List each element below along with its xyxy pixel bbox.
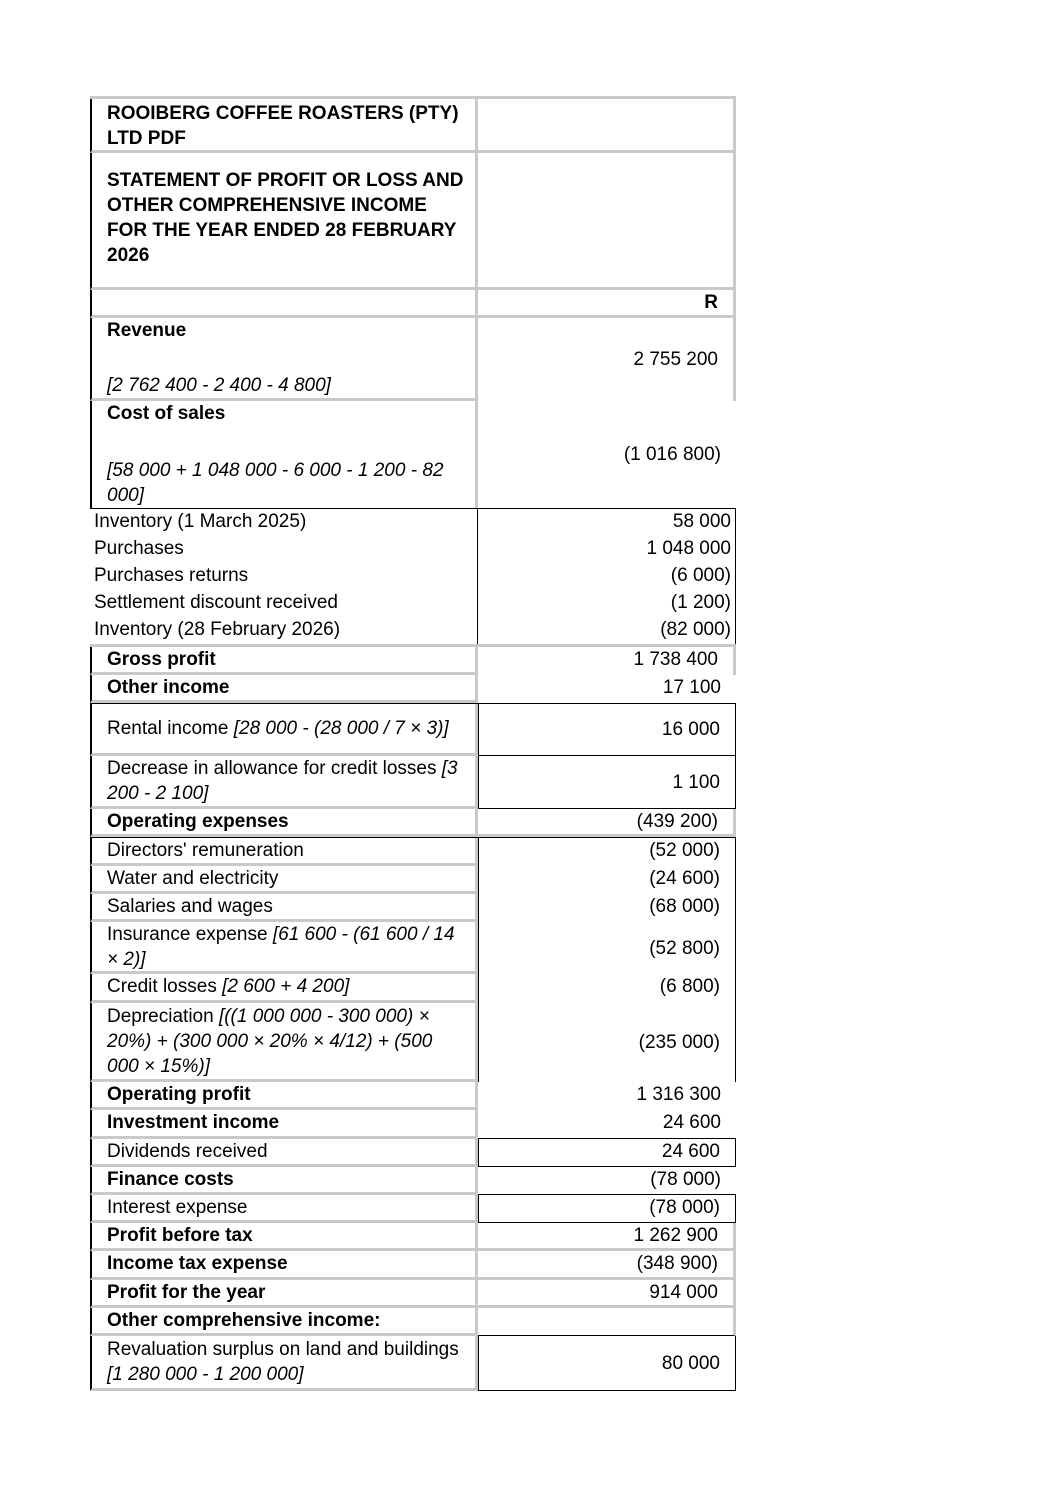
cos-item: Inventory (1 March 2025) 58 000 (90, 509, 736, 536)
depreciation-amount: (235 000) (638, 1032, 720, 1053)
allowance-amount: 1 100 (672, 771, 720, 793)
dividends-label: Dividends received (107, 1141, 268, 1162)
revenue-row (90, 318, 736, 401)
operating-expenses-breakdown (90, 837, 736, 1082)
other-income-row (90, 675, 736, 703)
income-tax-amount: (348 900) (636, 1253, 718, 1274)
insurance-calc: [61 600 - (61 600 / 14 × 2)] (107, 923, 455, 970)
investment-income-label: Investment income (107, 1112, 280, 1133)
income-statement-table (90, 96, 736, 1391)
cos-item: Inventory (28 February 2026) (82 000) (90, 617, 736, 644)
salaries-label: Salaries and wages (107, 896, 273, 917)
rental-income-label: Rental income (107, 718, 234, 739)
statement-title: STATEMENT OF PROFIT OR LOSS AND OTHER COMPREHENSIVE INCOME FOR THE YEAR ENDED 28 FEBRUARY 2026 (107, 170, 464, 266)
gross-profit-row (90, 647, 736, 675)
revaluation-calc: [1 280 000 - 1 200 000] (107, 1364, 304, 1385)
cos-item: Purchases 1 048 000 (90, 536, 736, 563)
income-tax-label: Income tax expense (107, 1253, 288, 1274)
operating-expenses-amount: (439 200) (636, 811, 718, 832)
dividends-row (90, 1139, 736, 1167)
operating-profit-row (90, 1082, 736, 1110)
credit-losses-label: Credit losses (107, 976, 223, 997)
oci-heading-row (90, 1308, 736, 1336)
directors-amount: (52 000) (649, 840, 720, 861)
oci-heading-label: Other comprehensive income: (107, 1310, 381, 1331)
finance-costs-row (90, 1167, 736, 1195)
gross-profit-label: Gross profit (107, 649, 216, 670)
revenue-label: Revenue (107, 320, 187, 341)
cos-item: Purchases returns (6 000) (90, 563, 736, 590)
directors-label: Directors' remuneration (107, 840, 304, 861)
other-income-amount: 17 100 (662, 677, 721, 698)
rental-income-row (90, 704, 736, 756)
revaluation-label: Revaluation surplus on land and buildings (107, 1339, 459, 1360)
allowance-row (90, 756, 736, 809)
profit-for-year-amount: 914 000 (649, 1282, 718, 1303)
investment-income-amount: 24 600 (662, 1112, 721, 1133)
operating-expenses-row (90, 809, 736, 837)
rental-income-amount: 16 000 (661, 719, 720, 740)
finance-costs-label: Finance costs (107, 1169, 234, 1190)
profit-for-year-label: Profit for the year (107, 1282, 266, 1303)
depreciation-row (90, 1003, 736, 1082)
profit-for-year-row (90, 1280, 736, 1308)
profit-before-tax-label: Profit before tax (107, 1225, 253, 1246)
insurance-label: Insurance expense (107, 923, 273, 945)
rental-income-calc: [28 000 - (28 000 / 7 × 3)] (233, 718, 449, 739)
title-row (90, 153, 736, 290)
profit-before-tax-amount: 1 262 900 (633, 1225, 718, 1246)
operating-expenses-label: Operating expenses (107, 811, 289, 832)
salaries-row (90, 894, 736, 922)
directors-row (90, 838, 736, 866)
revaluation-amount: 80 000 (661, 1352, 720, 1374)
cost-of-sales-amount: (1 016 800) (623, 444, 721, 465)
currency-header: R (704, 292, 718, 313)
revenue-amount: 2 755 200 (633, 349, 718, 370)
investment-income-row (90, 1110, 736, 1139)
other-income-label: Other income (107, 677, 230, 698)
operating-profit-label: Operating profit (107, 1084, 251, 1105)
credit-losses-row (90, 974, 736, 1003)
gross-profit-amount: 1 738 400 (633, 649, 718, 670)
cost-of-sales-calc: [58 000 + 1 048 000 - 6 000 - 1 200 - 82 000] (107, 460, 444, 506)
cost-of-sales-label: Cost of sales (107, 403, 226, 424)
other-income-breakdown (90, 703, 736, 809)
insurance-amount: (52 800) (649, 937, 720, 959)
income-tax-row (90, 1251, 736, 1280)
allowance-label: Decrease in allowance for credit losses (107, 758, 442, 779)
cost-of-sales-row (90, 401, 736, 508)
cos-item: Settlement discount received (1 200) (90, 590, 736, 617)
revenue-calc: [2 762 400 - 2 400 - 4 800] (107, 375, 331, 396)
cos-breakdown (90, 508, 736, 647)
revaluation-row (90, 1336, 736, 1391)
interest-amount: (78 000) (649, 1197, 720, 1218)
profit-before-tax-row (90, 1223, 736, 1251)
credit-losses-calc: [2 600 + 4 200] (222, 976, 350, 997)
salaries-amount: (68 000) (649, 896, 720, 917)
allowance-calc: [3 200 - 2 100] (107, 758, 458, 804)
water-amount: (24 600) (649, 868, 720, 889)
interest-row (90, 1195, 736, 1223)
depreciation-calc: [((1 000 000 - 300 000) × 20%) + (300 000 × 20% × 4/12) + (500 000 × 15%)] (107, 1005, 433, 1077)
insurance-row (90, 922, 736, 974)
interest-label: Interest expense (107, 1197, 248, 1218)
operating-profit-amount: 1 316 300 (636, 1084, 721, 1105)
dividends-amount: 24 600 (661, 1141, 720, 1162)
finance-costs-amount: (78 000) (650, 1169, 721, 1190)
credit-losses-amount: (6 800) (659, 976, 720, 997)
water-label: Water and electricity (107, 868, 279, 889)
depreciation-label: Depreciation (107, 1005, 219, 1027)
header-row (90, 290, 736, 318)
company-name: ROOIBERG COFFEE ROASTERS (PTY) LTD PDF (107, 103, 459, 149)
water-row (90, 866, 736, 894)
company-row (90, 96, 736, 153)
